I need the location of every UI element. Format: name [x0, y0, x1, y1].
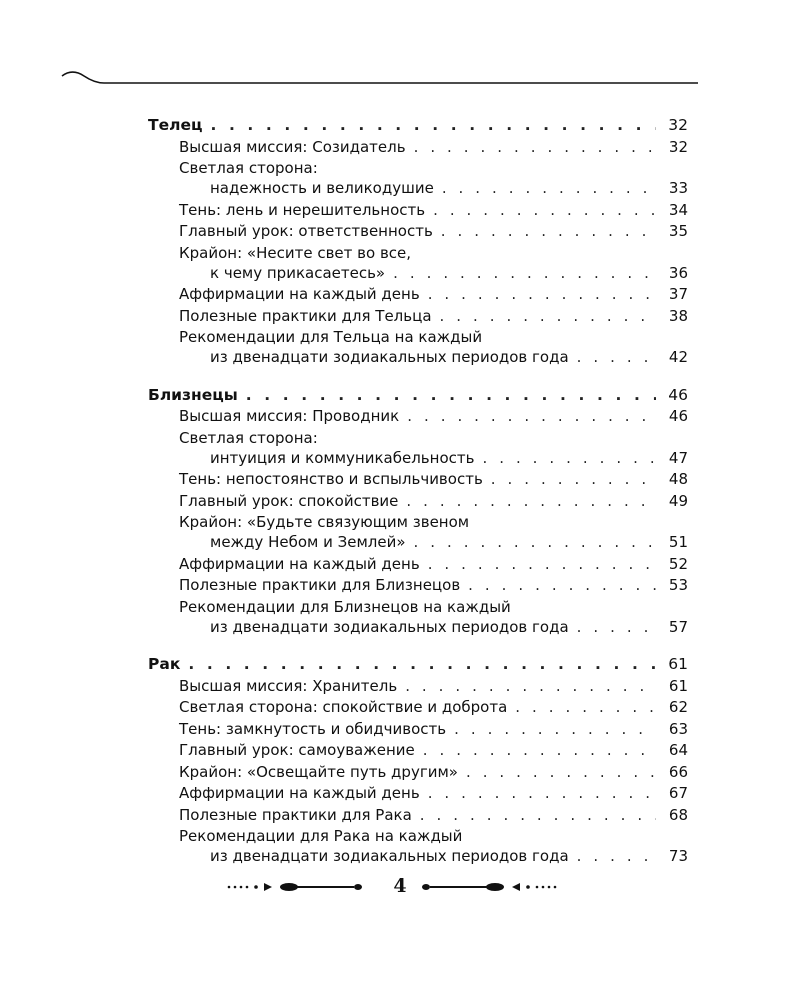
- dot-leader: [393, 263, 656, 284]
- entry-title-line2: между Небом и Землей»: [210, 533, 406, 551]
- entry-title: Полезные практики для Близнецов: [179, 576, 461, 594]
- page-number: 48: [668, 470, 688, 488]
- entry-title: Аффирмации на каждый день: [179, 554, 420, 573]
- entry-title: Тень: непостоянство и вспыльчивость: [179, 470, 483, 488]
- page-number: 34: [668, 200, 688, 219]
- page-number: 37: [668, 285, 688, 303]
- toc-entry[interactable]: [148, 554, 688, 575]
- entry-title-line1: Крайон: «Будьте связующим звеном: [179, 513, 470, 531]
- entry-title: Аффирмации на каждый день: [179, 285, 420, 303]
- page-number: 46: [668, 407, 688, 425]
- page-number: 61: [668, 676, 688, 695]
- page-number: 47: [668, 448, 688, 467]
- chapter-title: Близнецы: [148, 385, 238, 404]
- toc-entry[interactable]: [148, 740, 688, 761]
- dot-leader: [577, 617, 656, 638]
- dot-leader: [406, 491, 656, 512]
- page-number: 42: [668, 348, 688, 366]
- chapter-taurus: [148, 115, 688, 368]
- chapter-heading[interactable]: [148, 654, 688, 675]
- toc-entry[interactable]: [148, 512, 688, 553]
- toc-entry[interactable]: [148, 719, 688, 740]
- toc-entry[interactable]: [148, 406, 688, 427]
- entry-title-line1: Рекомендации для Близнецов на каждый: [179, 597, 511, 616]
- dot-leader: [188, 654, 656, 675]
- toc-entry[interactable]: [148, 762, 688, 783]
- dot-leader: [428, 554, 656, 575]
- toc-entry[interactable]: [148, 697, 688, 718]
- page-number: 64: [668, 741, 688, 759]
- entry-title: Главный урок: ответственность: [179, 222, 433, 240]
- dot-leader: [414, 137, 656, 158]
- chapter-title: Телец: [148, 116, 203, 134]
- chapter-cancer: [148, 654, 688, 867]
- entry-title-line1: Светлая сторона:: [179, 428, 318, 447]
- dot-leader: [466, 762, 656, 783]
- toc-entry[interactable]: [148, 805, 688, 826]
- entry-title: Крайон: «Освещайте путь другим»: [179, 762, 458, 781]
- toc-entry[interactable]: [148, 597, 688, 638]
- entry-title-line2: из двенадцати зодиакальных периодов года: [210, 617, 569, 636]
- entry-title: Главный урок: самоуважение: [179, 741, 415, 759]
- entry-title: Аффирмации на каждый день: [179, 784, 420, 802]
- page-number: 49: [668, 491, 688, 510]
- entry-title-line1: Светлая сторона:: [179, 159, 318, 177]
- entry-title-line2: интуиция и коммуникабельность: [210, 448, 475, 467]
- dot-leader: [405, 676, 656, 697]
- table-of-contents: [148, 115, 688, 884]
- page-number: 32: [668, 116, 688, 134]
- entry-title-line1: Рекомендации для Тельца на каждый: [179, 328, 483, 346]
- page-number: 63: [668, 719, 688, 738]
- page-number: 36: [668, 263, 688, 282]
- entry-title: Высшая миссия: Хранитель: [179, 676, 398, 695]
- toc-entry[interactable]: [148, 491, 688, 512]
- entry-title-line2: из двенадцати зодиакальных периодов года: [210, 847, 569, 865]
- toc-entry[interactable]: [148, 575, 688, 596]
- page-number: 66: [668, 762, 688, 781]
- entry-title: Тень: лень и нерешительность: [179, 200, 426, 219]
- dot-leader: [482, 448, 656, 469]
- page-number: 32: [668, 137, 688, 156]
- entry-title-line2: из двенадцати зодиакальных периодов года: [210, 348, 569, 366]
- dot-leader: [423, 740, 656, 761]
- left-ornament-icon: [226, 874, 376, 898]
- toc-entry[interactable]: [148, 200, 688, 221]
- entry-title: Светлая сторона: спокойствие и доброта: [179, 698, 508, 716]
- page-number: 68: [668, 805, 688, 824]
- toc-entry[interactable]: [148, 327, 688, 368]
- dot-leader: [433, 200, 656, 221]
- page-number: 46: [668, 385, 688, 404]
- dot-leader: [407, 406, 656, 427]
- toc-entry[interactable]: [148, 137, 688, 158]
- toc-entry[interactable]: [148, 243, 688, 284]
- entry-title-line1: Рекомендации для Рака на каждый: [179, 827, 463, 845]
- page-number: 57: [668, 617, 688, 636]
- page-number: 61: [668, 655, 688, 673]
- toc-entry[interactable]: [148, 284, 688, 305]
- dot-leader: [441, 221, 656, 242]
- entry-title-line2: надежность и великодушие: [210, 179, 434, 197]
- dot-leader: [414, 532, 656, 553]
- entry-title: Главный урок: спокойствие: [179, 491, 399, 510]
- page-number-footer: 4: [393, 875, 407, 897]
- toc-entry[interactable]: [148, 676, 688, 697]
- chapter-title: Рак: [148, 655, 181, 673]
- dot-leader: [468, 575, 656, 596]
- page-number: 67: [668, 784, 688, 802]
- page-number: 62: [668, 698, 688, 716]
- page-number: 53: [668, 576, 688, 594]
- page-footer: [0, 874, 800, 898]
- toc-entry[interactable]: [148, 783, 688, 804]
- toc-entry[interactable]: [148, 469, 688, 490]
- toc-entry[interactable]: [148, 221, 688, 242]
- dot-leader: [491, 469, 656, 490]
- entry-title-line2: к чему прикасаетесь»: [210, 263, 386, 282]
- toc-entry[interactable]: [148, 306, 688, 327]
- entry-title-line1: Крайон: «Несите свет во все,: [179, 243, 412, 262]
- chapter-heading[interactable]: [148, 385, 688, 406]
- page-number: 33: [668, 179, 688, 197]
- dot-leader: [246, 385, 656, 406]
- dot-leader: [577, 347, 656, 368]
- page-number: 35: [668, 222, 688, 240]
- entry-title: Тень: замкнутость и обидчивость: [179, 719, 447, 738]
- page-number: 73: [668, 847, 688, 865]
- entry-title: Полезные практики для Рака: [179, 805, 412, 824]
- dot-leader: [428, 783, 656, 804]
- toc-entry[interactable]: [148, 428, 688, 469]
- header-swash-rule: [60, 70, 700, 90]
- dot-leader: [420, 805, 656, 826]
- chapter-gemini: [148, 385, 688, 638]
- entry-title: Полезные практики для Тельца: [179, 306, 432, 325]
- entry-title: Высшая миссия: Проводник: [179, 407, 400, 425]
- entry-title: Высшая миссия: Созидатель: [179, 137, 406, 156]
- dot-leader: [515, 697, 656, 718]
- dot-leader: [428, 284, 656, 305]
- page-number: 51: [668, 533, 688, 551]
- dot-leader: [210, 115, 656, 136]
- dot-leader: [440, 306, 656, 327]
- dot-leader: [442, 178, 656, 199]
- chapter-heading[interactable]: [148, 115, 688, 136]
- toc-entry[interactable]: [148, 158, 688, 199]
- page-number: 38: [668, 306, 688, 325]
- right-ornament-icon: [420, 874, 570, 898]
- dot-leader: [454, 719, 656, 740]
- toc-entry[interactable]: [148, 826, 688, 867]
- page-number: 52: [668, 554, 688, 573]
- dot-leader: [577, 846, 656, 867]
